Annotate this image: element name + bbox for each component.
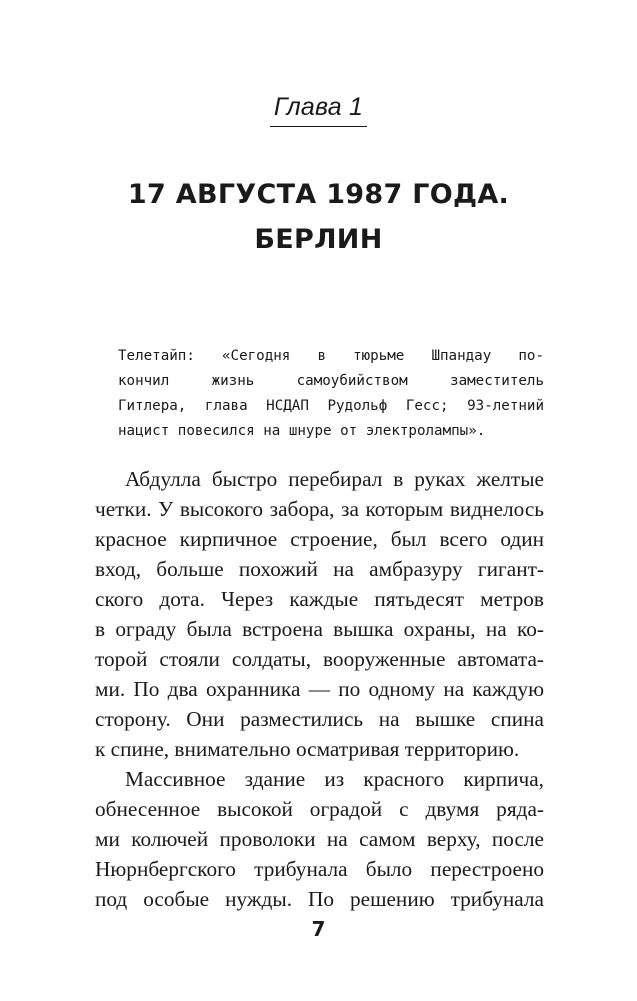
epigraph	[118, 344, 544, 444]
body-line: под особые нужды. По решению трибунала	[95, 887, 544, 911]
body-line: ми. По два охранника — по одному на каждую	[95, 677, 544, 701]
body-line: красное кирпичное строение, был всего один	[95, 527, 544, 551]
body-line: четки. У высокого забора, за которым виднелось	[95, 497, 544, 521]
chapter-label: Глава 1	[270, 92, 367, 127]
epigraph-line: кончил жизнь самоубийством заместитель	[118, 373, 544, 389]
body-text	[95, 464, 544, 914]
body-line: торой стояли солдаты, вооруженные автомата-	[95, 647, 544, 671]
chapter-title-line: БЕРЛИН	[254, 224, 383, 255]
body-line: к спине, внимательно осматривая территорию.	[95, 737, 520, 761]
epigraph-line: Гитлера, глава НСДАП Рудольф Гесс; 93-летний	[118, 398, 544, 414]
body-line: ского дота. Через каждые пятьдесят метров	[95, 587, 544, 611]
chapter-title	[0, 172, 637, 262]
epigraph-line: нацист повесился на шнуре от электролампы».	[118, 423, 486, 439]
body-line: обнесенное высокой оградой с двумя ряда-	[95, 797, 544, 821]
body-line: вход, больше похожий на амбразуру гигант-	[95, 557, 544, 581]
chapter-heading	[0, 92, 637, 127]
body-line: сторону. Они разместились на вышке спина	[95, 707, 544, 731]
chapter-title-line: 17 АВГУСТА 1987 ГОДА.	[127, 179, 510, 210]
body-line: Массивное здание из красного кирпича,	[125, 767, 544, 791]
body-line: Нюрнбергского трибунала было перестроено	[95, 857, 544, 881]
body-line: в ограду была встроена вышка охраны, на ко-	[95, 617, 544, 641]
body-line: Абдулла быстро перебирал в руках желтые	[125, 467, 544, 491]
epigraph-line: Телетайп: «Сегодня в тюрьме Шпандау по-	[118, 348, 544, 364]
body-line: ми колючей проволоки на самом верху, после	[95, 827, 544, 851]
page-number: 7	[311, 917, 326, 941]
